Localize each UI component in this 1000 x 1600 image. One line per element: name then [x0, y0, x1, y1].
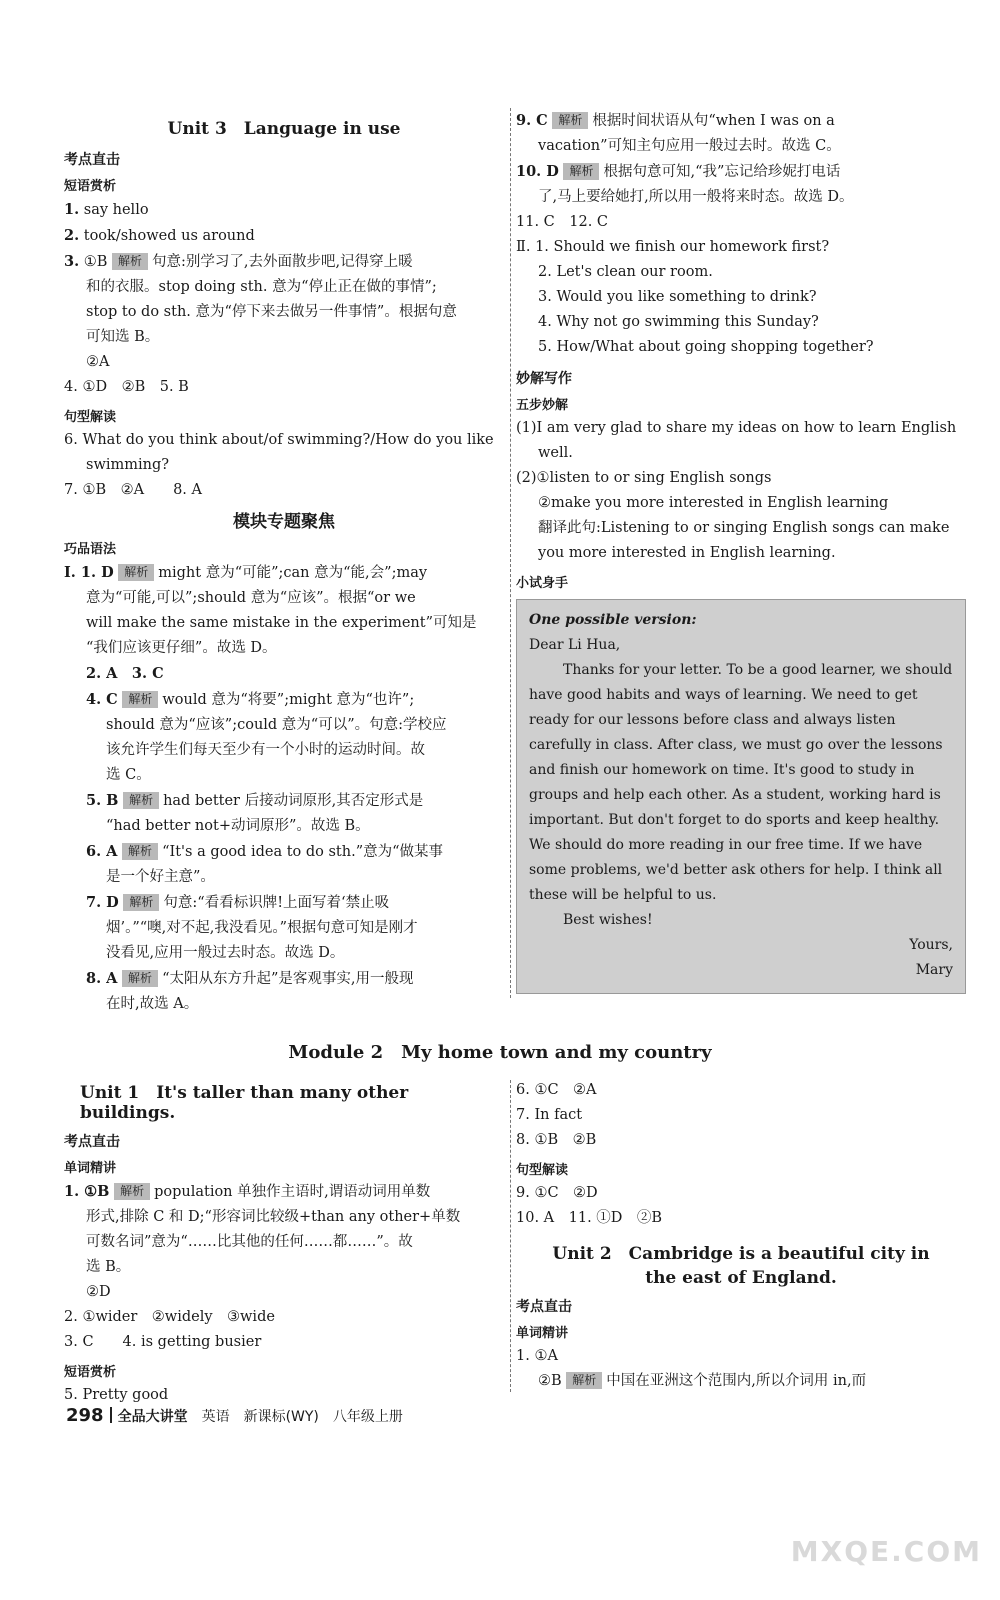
subsection-heading: 五步妙解 — [516, 398, 569, 413]
footer-divider — [110, 1407, 112, 1423]
answer-line: ②make you more interested in English learning — [538, 495, 889, 511]
essay-greeting: Dear Li Hua, — [529, 637, 621, 653]
column-divider — [510, 108, 511, 998]
watermark-logo: MXQE.COM — [790, 1535, 982, 1568]
subsection-heading: 巧品语法 — [64, 542, 117, 557]
answer-line: (2)①listen to or sing English songs — [516, 470, 772, 486]
answer-line: 9. C 解析 根据时间状语从句“when I was on a — [516, 112, 835, 129]
grammar-answers — [64, 560, 504, 1017]
answer-line: 和的衣服。stop doing sth. 意为“停止正在做的事情”; — [86, 279, 437, 295]
subsection-heading: 句型解读 — [64, 410, 117, 425]
grammar-item-line: should 意为“应该”;could 意为“可以”。句意:学校应 — [106, 717, 447, 733]
grammar-item-line: “had better not+动词原形”。故选 B。 — [106, 818, 370, 834]
answer-line: 可数名词”意为“……比其他的任何……都……”。故 — [86, 1234, 413, 1250]
unit-title: Unit 2 Cambridge is a beautiful city in — [552, 1244, 930, 1264]
answer-line: 5. How/What about going shopping together? — [538, 339, 874, 355]
page-footer — [66, 1405, 403, 1426]
answer-line: ②D — [86, 1284, 111, 1300]
answer-line: 翻译此句:Listening to or singing English songs can make — [538, 520, 950, 536]
analysis-tag: 解析 — [112, 253, 148, 270]
grammar-item: 8. A 解析 “太阳从东方升起”是客观事实,用一般现 — [86, 970, 414, 987]
grammar-item-line: 在时,故选 A。 — [106, 996, 199, 1012]
section-heading: 考点直击 — [516, 1299, 572, 1315]
essay-signature: Mary — [915, 962, 953, 978]
module-focus-title: 模块专题聚焦 — [233, 512, 335, 532]
essay-yours: Yours, — [909, 937, 953, 953]
answer-line: stop to do sth. 意为“停下来去做另一件事情”。根据句意 — [86, 304, 457, 320]
grammar-item: 6. A 解析 “It's a good idea to do sth.”意为“做某事 — [86, 843, 444, 860]
answer-line: ②B 解析 中国在亚洲这个范围内,所以介词用 in,而 — [538, 1373, 867, 1389]
model-essay-box — [516, 599, 966, 994]
answer-line: swimming? — [86, 457, 170, 473]
answer-line: 4. ①D ②B 5. B — [64, 379, 189, 395]
answer-line: 2. took/showed us around — [64, 227, 255, 244]
grammar-item: 4. C 解析 would 意为“将要”;might 意为“也许”; — [86, 691, 415, 708]
module-title: Module 2 My home town and my country — [288, 1042, 712, 1063]
answer-line: 可知选 B。 — [86, 329, 160, 345]
answer-line: 了,马上要给她打,所以用一般将来时态。故选 D。 — [538, 189, 854, 205]
answer-line: 3. ①B 解析 句意:别学习了,去外面散步吧,记得穿上暖 — [64, 253, 413, 270]
answer-line: 3. C 4. is getting busier — [64, 1334, 262, 1350]
grammar-item-line: 没看见,应用一般过去时态。故选 D。 — [106, 945, 345, 961]
answer-line: well. — [538, 445, 573, 461]
answer-line: 5. Pretty good — [64, 1387, 169, 1403]
grammar-item-line: 烟’。”“噢,对不起,我没看见。”根据句意可知是刚才 — [106, 920, 418, 936]
grammar-item: 7. D 解析 句意:“看看标识牌!上面写着‘禁止吸 — [86, 894, 390, 911]
analysis-tag: 解析 — [563, 163, 599, 180]
answer-line: 6. What do you think about/of swimming?/How do you like — [64, 432, 494, 448]
section-heading: 考点直击 — [64, 1134, 120, 1150]
analysis-tag: 解析 — [114, 1183, 150, 1200]
subsection-heading: 单词精讲 — [516, 1326, 569, 1341]
unit-title: Unit 3 Language in use — [167, 119, 401, 139]
answer-line: ②A — [86, 354, 110, 370]
section-heading: 考点直击 — [64, 152, 120, 168]
subsection-heading: 小试身手 — [516, 576, 569, 591]
analysis-tag: 解析 — [122, 970, 158, 987]
answer-line: 2. ①wider ②widely ③wide — [64, 1309, 275, 1325]
grammar-item-line: 选 C。 — [106, 767, 151, 783]
answer-line: 7. ①B ②A 8. A — [64, 482, 202, 498]
grammar-item-line: 意为“可能,可以”;should 意为“应该”。根据“or we — [86, 590, 416, 606]
subsection-heading: 句型解读 — [516, 1163, 569, 1178]
edition-label: 新课标(WY) — [243, 1409, 319, 1425]
answer-line: 9. ①C ②D — [516, 1185, 598, 1201]
essay-version-label: One possible version: — [529, 612, 697, 628]
grammar-item: 5. B 解析 had better 后接动词原形,其否定形式是 — [86, 792, 424, 809]
answer-line: 10. A 11. ①D ②B — [516, 1210, 663, 1226]
analysis-tag: 解析 — [566, 1372, 602, 1389]
answer-line: 1. ①A — [516, 1348, 558, 1364]
grammar-item-line: “我们应该更仔细”。故选 D。 — [86, 640, 277, 656]
analysis-tag: 解析 — [122, 691, 158, 708]
section-heading: 妙解写作 — [516, 371, 572, 387]
grammar-item-line: 是一个好主意”。 — [106, 869, 215, 885]
column-divider — [510, 1080, 511, 1392]
grammar-item: Ⅰ. 1. D 解析 might 意为“可能”;can 意为“能,会”;may — [64, 564, 428, 581]
answer-line: 6. ①C ②A — [516, 1082, 597, 1098]
answer-line: 10. D 解析 根据句意可知,“我”忘记给珍妮打电话 — [516, 163, 841, 180]
grammar-item: 2. A 3. C — [86, 665, 164, 682]
answer-line: 8. ①B ②B — [516, 1132, 597, 1148]
answer-line: 选 B。 — [86, 1259, 131, 1275]
analysis-tag: 解析 — [123, 894, 159, 911]
subsection-heading: 短语赏析 — [64, 179, 117, 194]
answer-line: 7. In fact — [516, 1107, 583, 1123]
grammar-item-line: will make the same mistake in the experiment”可知是 — [86, 615, 477, 631]
answer-line: (1)I am very glad to share my ideas on how to learn English — [516, 420, 957, 436]
top-left-column — [64, 108, 504, 1017]
unit-title: Unit 1 It's taller than many other buildings. — [80, 1083, 409, 1123]
answer-line: vacation”可知主句应用一般过去时。故选 C。 — [538, 138, 841, 154]
subsection-heading: 单词精讲 — [64, 1161, 117, 1176]
answer-line: you more interested in English learning. — [538, 545, 836, 561]
answer-line: 11. C 12. C — [516, 214, 609, 230]
answer-line: 形式,排除 C 和 D;“形容词比较级+than any other+单数 — [86, 1209, 461, 1225]
answer-line: 1. ①B 解析 population 单独作主语时,谓语动词用单数 — [64, 1183, 431, 1200]
analysis-tag: 解析 — [118, 564, 154, 581]
top-right-column — [516, 108, 966, 994]
answer-line: 3. Would you like something to drink? — [538, 289, 817, 305]
subject-label: 英语 — [201, 1409, 230, 1425]
unit-title-continued: the east of England. — [645, 1268, 837, 1288]
subsection-heading: 短语赏析 — [64, 1365, 117, 1380]
essay-body: Thanks for your letter. To be a good learner, we should have good habits and ways of learning. We need to get ready for our lessons before class and always listen carefully in class. After class, we must go over the lessons and finish our homework on time. It's good to study in groups and help each other. As a student, working hard is important. But don't forget to do sports and keep healthy. We should do more reading in our free time. If we have some problems, we'd better ask others for help. I think all these will be helpful to us. — [529, 662, 953, 903]
bottom-right-column — [516, 1078, 966, 1394]
answer-line: 2. Let's clean our room. — [538, 264, 713, 280]
answer-line: Ⅱ. 1. Should we finish our homework first? — [516, 239, 830, 255]
analysis-tag: 解析 — [122, 843, 158, 860]
essay-closing: Best wishes! — [563, 912, 653, 928]
answer-line: 4. Why not go swimming this Sunday? — [538, 314, 819, 330]
analysis-tag: 解析 — [552, 112, 588, 129]
answer-line: 1. say hello — [64, 201, 149, 218]
page-number: 298 — [66, 1405, 104, 1426]
book-brand: 全品大讲堂 — [117, 1409, 188, 1425]
analysis-tag: 解析 — [123, 792, 159, 809]
grade-label: 八年级上册 — [332, 1409, 403, 1425]
bottom-left-column — [64, 1078, 504, 1408]
grammar-item-line: 该允许学生们每天至少有一个小时的运动时间。故 — [106, 742, 425, 758]
